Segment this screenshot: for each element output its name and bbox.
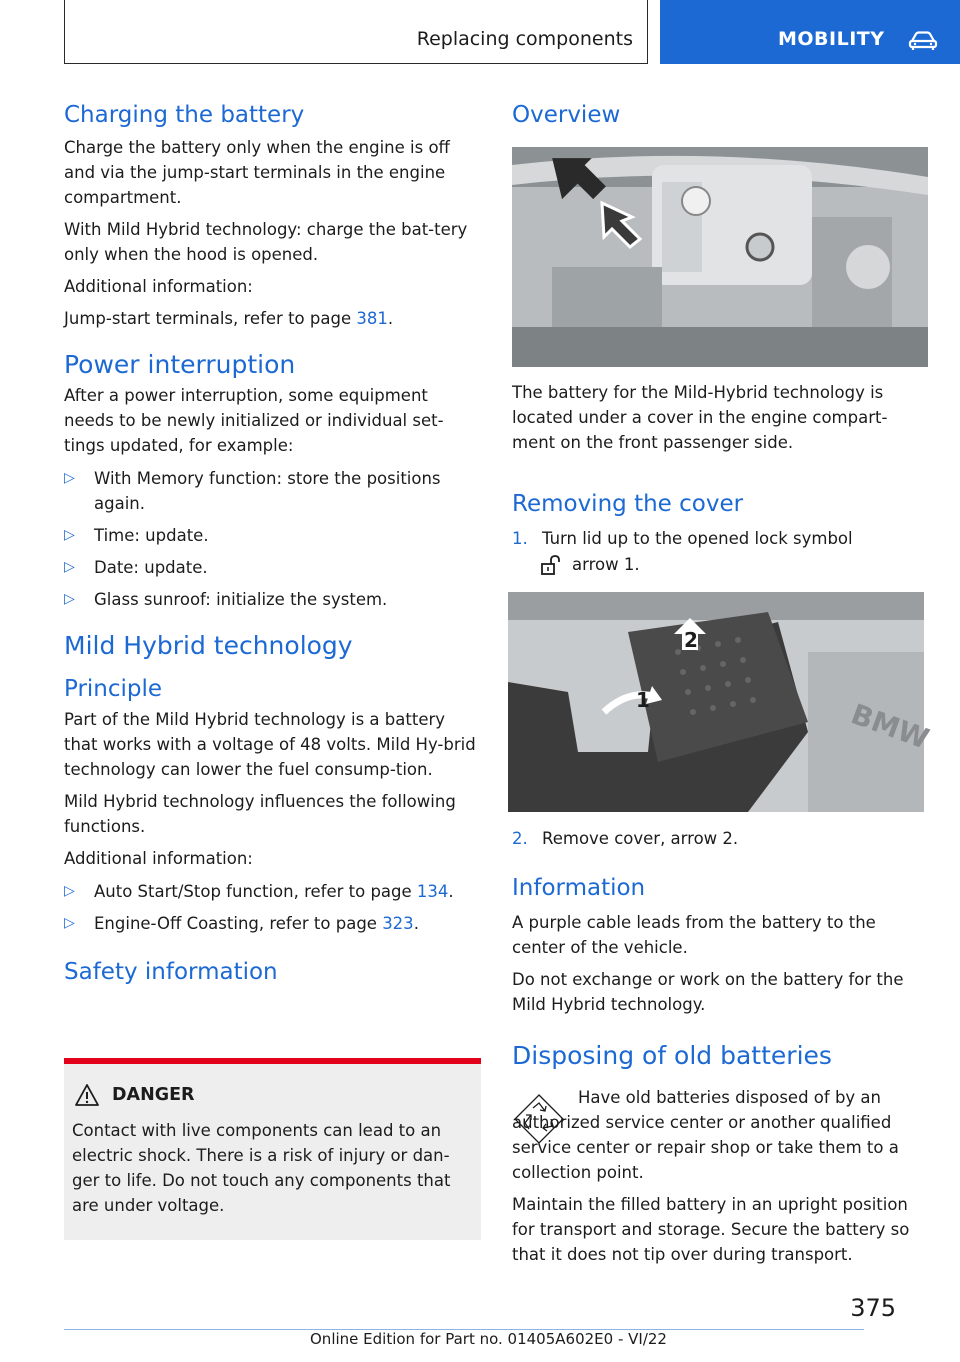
heading-overview: Overview (512, 102, 621, 128)
mild-p1: Part of the Mild Hybrid technology is a battery that works with a voltage of 48 volts. Mild Hy-brid technology can lower the fuel consump-tion. (64, 709, 476, 779)
car-icon (908, 31, 938, 51)
list-item: ▷ Glass sunroof: initialize the system. (64, 590, 388, 610)
charging-p2: With Mild Hybrid technology: charge the bat-tery only when the hood is opened. (64, 219, 468, 264)
header-section-title: Replacing components (416, 28, 633, 50)
footer-edition: Online Edition for Part no. 01405A602E0 - VI/22 (310, 1330, 667, 1348)
list-item: ▷ Auto Start/Stop function, refer to page 134. (64, 881, 454, 901)
page-number: 375 (850, 1294, 896, 1322)
link-page-381[interactable]: 381 (356, 308, 388, 328)
charging-p4: Jump-start terminals, refer to page 381. (64, 308, 394, 328)
overview-caption: The battery for the Mild-Hybrid technology is located under a cover in the engine compart-ment on the front passenger side. (512, 383, 888, 452)
photo-label-1: 1 (636, 688, 650, 712)
photo-label-2: 2 (684, 628, 698, 652)
photo-brand-text: BMW (846, 697, 934, 756)
heading-disposing: Disposing of old batteries (512, 1041, 832, 1070)
link-page-323[interactable]: 323 (382, 913, 414, 933)
disposing-p1: Have old batteries disposed of by an authorized service center or another qualified service center or repair shop or take them to a collection point. (512, 1088, 899, 1182)
disposing-p2: Maintain the filled battery in an upright position for transport and storage. Secure the battery so that it does not tip over during transport. (512, 1195, 910, 1264)
header-section-box (64, 0, 648, 64)
header-chapter-label: MOBILITY (778, 28, 885, 50)
heading-charging: Charging the battery (64, 102, 305, 128)
power-p1: After a power interruption, some equipment needs to be newly initialized or individual set-tings updated, for example: (64, 386, 444, 456)
step-1: 1. Turn lid up to the opened lock symbol (512, 529, 853, 548)
mild-p2: Mild Hybrid technology influences the following functions. (64, 791, 456, 836)
heading-mild-hybrid: Mild Hybrid technology (64, 631, 353, 661)
step-2: 2. Remove cover, arrow 2. (512, 829, 739, 848)
information-p1: A purple cable leads from the battery to the center of the vehicle. (512, 913, 876, 957)
mild-p3: Additional information: (64, 848, 253, 868)
heading-power: Power interruption (64, 349, 296, 379)
cover-removal-photo (508, 592, 934, 812)
heading-principle: Principle (64, 675, 163, 702)
danger-label: DANGER (112, 1085, 195, 1105)
information-p2: Do not exchange or work on the battery for the Mild Hybrid technology. (512, 970, 904, 1014)
heading-information: Information (512, 875, 646, 901)
charging-p1: Charge the battery only when the engine is off and via the jump-start terminals in the engine compartment. (64, 137, 450, 207)
step-1-after: arrow 1. (572, 555, 640, 574)
danger-text: Contact with live components can lead to an electric shock. There is a risk of injury or dan-ger to life. Do not touch any components that are under voltage. (72, 1121, 451, 1215)
heading-safety: Safety information (64, 958, 278, 985)
list-item: ▷ Time: update. (64, 526, 209, 546)
opened-lock-icon (540, 555, 562, 575)
link-page-134[interactable]: 134 (416, 881, 449, 901)
list-item: ▷ Date: update. (64, 558, 208, 578)
heading-removing-cover: Removing the cover (512, 491, 744, 517)
list-item: ▷ Engine-Off Coasting, refer to page 323. (64, 913, 419, 933)
engine-overview-photo (512, 147, 928, 367)
list-item: ▷ With Memory function: store the positions again. (64, 469, 441, 514)
left-column (64, 101, 482, 988)
warning-triangle-icon (74, 1083, 100, 1107)
charging-p3: Additional information: (64, 276, 253, 296)
header-chapter-tab[interactable] (660, 0, 960, 64)
